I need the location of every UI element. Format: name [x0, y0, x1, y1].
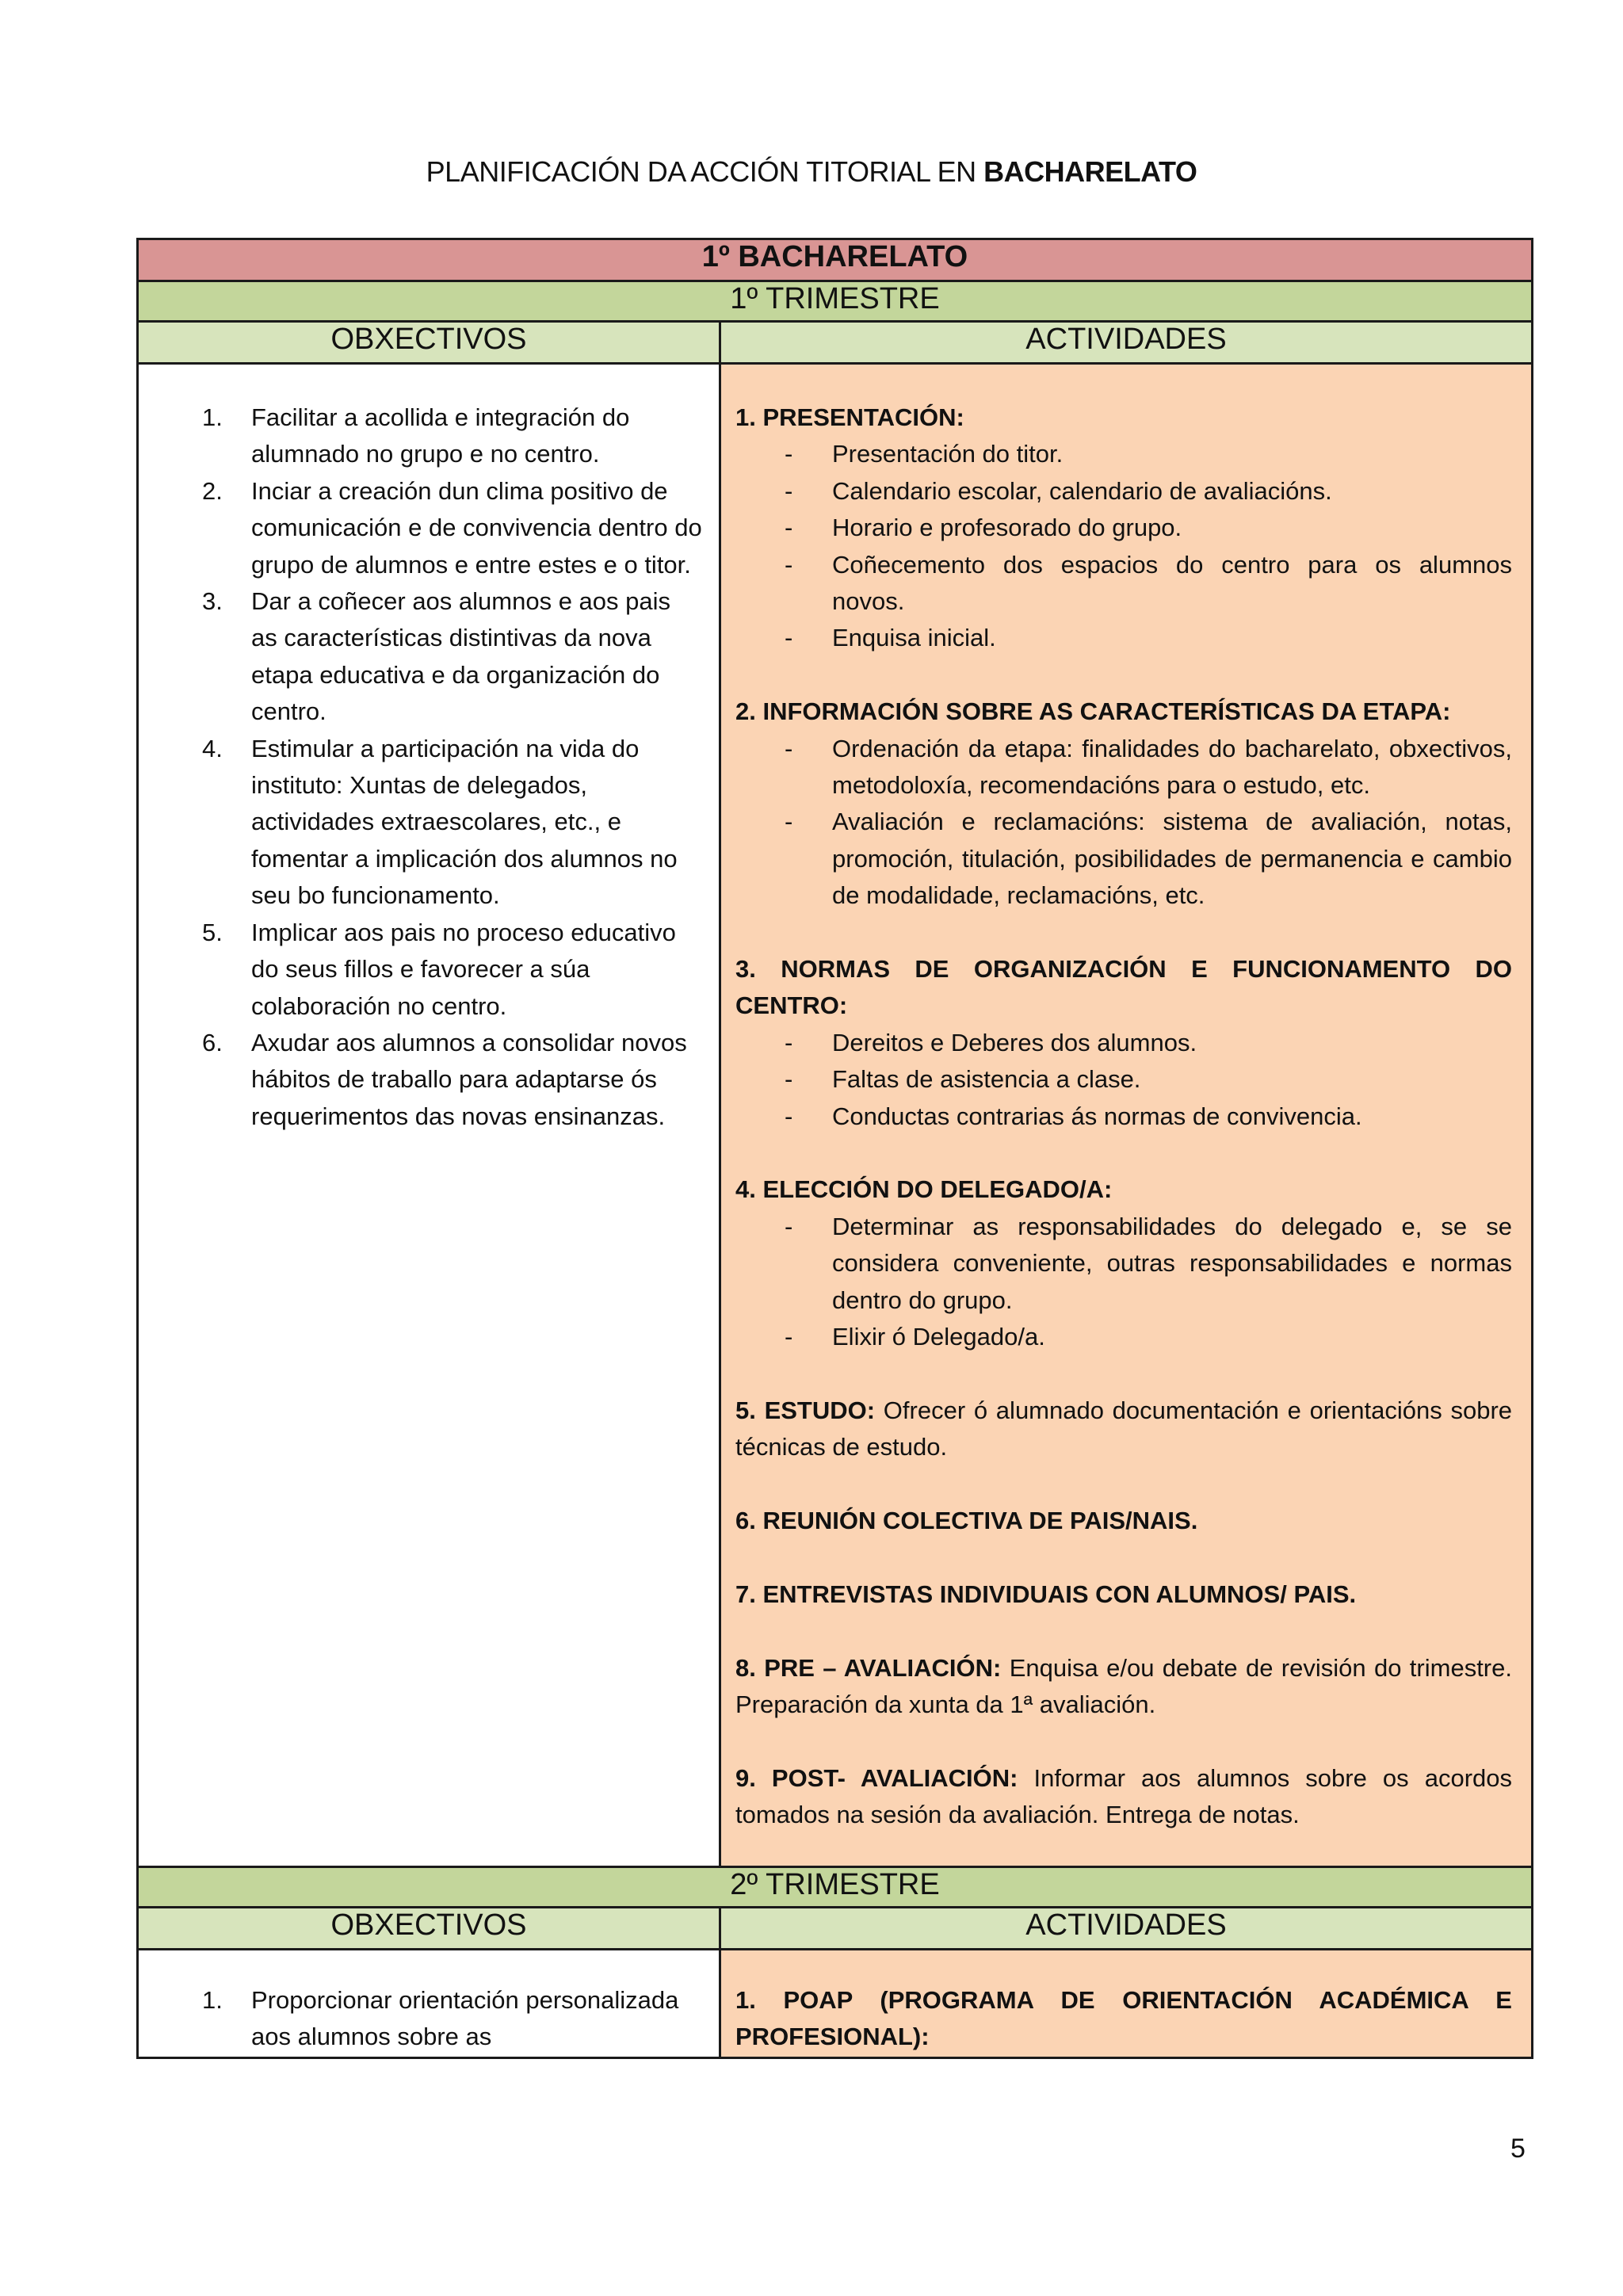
- activity-title: 5. ESTUDO:: [735, 1396, 876, 1424]
- objective-number: 6.: [202, 1028, 223, 1056]
- objective-text: Dar a coñecer aos alumnos e aos pais as características distintivas da nova etapa educativa e da organización do centro.: [251, 587, 671, 726]
- activity-item-text: Avaliación e reclamacións: sistema de avaliación, notas, promoción, titulación, posibilidades de permanencia e cambio de modalidade, reclamacións, etc.: [832, 808, 1512, 910]
- objective-text: Implicar aos pais no proceso educativo do seus fillos e favorecer a súa colaboración no centro.: [251, 918, 676, 1020]
- activity-title: 8. PRE – AVALIACIÓN:: [735, 1653, 1002, 1682]
- activity-title: 1. PRESENTACIÓN:: [735, 403, 964, 431]
- activity-items: [735, 1209, 1512, 1356]
- activity-description: Ofrecer ó alumnado documentación e orientacións sobre técnicas de estudo.: [735, 1396, 1513, 1461]
- activity-block: [735, 1650, 1512, 1724]
- dash-bullet: -: [785, 550, 793, 579]
- dash-bullet: -: [785, 624, 793, 652]
- dash-bullet: -: [785, 808, 793, 836]
- title-prefix: PLANIFICACIÓN DA ACCIÓN TITORIAL EN: [426, 155, 984, 188]
- activities-cell-2: [720, 1949, 1533, 2057]
- activity-heading: [735, 1982, 1512, 2056]
- activity-item: [735, 1025, 1512, 1061]
- activity-item-text: Determinar as responsabilidades do delegado e, se se considera conveniente, outras responsabilidades e normas dentro do grupo.: [832, 1212, 1512, 1314]
- objective-number: 1.: [202, 403, 223, 431]
- objective-text: Axudar aos alumnos a consolidar novos hábitos de traballo para adaptarse ós requerimentos das novas ensinanzas.: [251, 1028, 687, 1130]
- activity-block: [735, 1760, 1512, 1834]
- activity-item-text: Enquisa inicial.: [832, 624, 996, 652]
- objective-item: [139, 731, 703, 915]
- activity-heading: [735, 1392, 1512, 1466]
- activity-item: [735, 620, 1512, 656]
- objective-number: 3.: [202, 587, 223, 616]
- activity-item: [735, 1061, 1512, 1098]
- page-number: 5: [1510, 2134, 1526, 2164]
- activity-block: [735, 1982, 1512, 2056]
- activity-block: [735, 1171, 1512, 1355]
- objective-number: 1.: [202, 1985, 223, 2014]
- trimester-2-header: 2º TRIMESTRE: [138, 1866, 1533, 1907]
- title-bold: BACHARELATO: [983, 155, 1197, 188]
- year-header: 1º BACHARELATO: [138, 239, 1533, 281]
- activity-description: Informar aos alumnos sobre os acordos tomados na sesión da avaliación. Entrega de notas.: [735, 1763, 1512, 1829]
- activity-item: [735, 804, 1512, 914]
- objective-text: Facilitar a acollida e integración do alumnado no grupo e no centro.: [251, 403, 630, 468]
- activity-item-text: Presentación do titor.: [832, 440, 1064, 468]
- document-title: [0, 155, 1623, 189]
- activities-cell: [720, 364, 1533, 1867]
- objectives-cell-2: [138, 1949, 720, 2057]
- dash-bullet: -: [785, 1102, 793, 1130]
- objective-text: Inciar a creación dun clima positivo de comunicación e de convivencia dentro do grupo de alumnos e entre estes e o titor.: [251, 476, 702, 579]
- activity-item: [735, 1319, 1512, 1355]
- activities-header: ACTIVIDADES: [720, 322, 1533, 364]
- activity-item: [735, 510, 1512, 546]
- activity-title: 3. NORMAS DE ORGANIZACIÓN E FUNCIONAMENTO DO CENTRO:: [735, 955, 1512, 1020]
- dash-bullet: -: [785, 440, 793, 468]
- activity-block: [735, 951, 1512, 1135]
- dash-bullet: -: [785, 734, 793, 762]
- trimester-1-header: 1º TRIMESTRE: [138, 281, 1533, 322]
- activity-items: [735, 1025, 1512, 1135]
- objective-item: [139, 915, 703, 1025]
- dash-bullet: -: [785, 1065, 793, 1094]
- activity-heading: [735, 399, 1512, 436]
- activity-item-text: Coñecemento dos espacios do centro para os alumnos novos.: [832, 550, 1512, 616]
- activity-item-text: Conductas contrarias ás normas de convivencia.: [832, 1102, 1362, 1130]
- activity-title: 4. ELECCIÓN DO DELEGADO/A:: [735, 1175, 1113, 1204]
- activity-item-text: Dereitos e Deberes dos alumnos.: [832, 1028, 1197, 1056]
- activity-item: [735, 1209, 1512, 1319]
- activity-heading: [735, 693, 1512, 730]
- dash-bullet: -: [785, 1323, 793, 1351]
- objectives-header: OBXECTIVOS: [138, 322, 720, 364]
- activity-heading: [735, 1576, 1512, 1613]
- objectives-list-2: [139, 1950, 719, 2056]
- activity-description: Enquisa e/ou debate de revisión do trimestre. Preparación da xunta da 1ª avaliación.: [735, 1653, 1512, 1719]
- dash-bullet: -: [785, 1028, 793, 1056]
- objectives-cell: [138, 364, 720, 1867]
- activity-item-text: Faltas de asistencia a clase.: [832, 1065, 1141, 1094]
- activity-item: [735, 1098, 1512, 1135]
- activity-block: [735, 693, 1512, 914]
- activity-block: [735, 1503, 1512, 1539]
- activity-item-text: Elixir ó Delegado/a.: [832, 1323, 1045, 1351]
- activity-heading: [735, 1503, 1512, 1539]
- activity-block: [735, 1392, 1512, 1466]
- activity-item: [735, 547, 1512, 621]
- activity-items: [735, 436, 1512, 656]
- activity-items: [735, 731, 1512, 915]
- activity-title: 6. REUNIÓN COLECTIVA DE PAIS/NAIS.: [735, 1507, 1198, 1535]
- activity-heading: [735, 1760, 1512, 1834]
- activity-item: [735, 473, 1512, 510]
- objective-item: [139, 583, 703, 731]
- activities-list-2: [721, 1950, 1531, 2056]
- activity-block: [735, 1576, 1512, 1613]
- activity-item-text: Calendario escolar, calendario de avaliacións.: [832, 476, 1332, 505]
- activity-heading: [735, 1171, 1512, 1208]
- activity-title: 9. POST- AVALIACIÓN:: [735, 1763, 1018, 1792]
- activity-item-text: Ordenación da etapa: finalidades do bacharelato, obxectivos, metodoloxía, recomendacións para o estudo, etc.: [832, 734, 1512, 800]
- activity-block: [735, 399, 1512, 657]
- activity-item: [735, 436, 1512, 472]
- activity-title: 7. ENTREVISTAS INDIVIDUAIS CON ALUMNOS/ PAIS.: [735, 1580, 1357, 1608]
- activity-title: 1. POAP (PROGRAMA DE ORIENTACIÓN ACADÉMICA E PROFESIONAL):: [735, 1985, 1512, 2051]
- activities-list: [721, 365, 1531, 1866]
- dash-bullet: -: [785, 514, 793, 542]
- objective-number: 2.: [202, 476, 223, 505]
- objective-number: 4.: [202, 734, 223, 762]
- objective-item: [139, 1982, 703, 2056]
- activity-heading: [735, 951, 1512, 1025]
- dash-bullet: -: [785, 476, 793, 505]
- dash-bullet: -: [785, 1212, 793, 1240]
- objective-item: [139, 399, 703, 473]
- objective-text: Proporcionar orientación personalizada aos alumnos sobre as: [251, 1985, 679, 2051]
- activity-title: 2. INFORMACIÓN SOBRE AS CARACTERÍSTICAS DA ETAPA:: [735, 697, 1451, 726]
- objectives-header-2: OBXECTIVOS: [138, 1907, 720, 1949]
- objective-number: 5.: [202, 918, 223, 946]
- objective-item: [139, 473, 703, 583]
- planning-table: [136, 238, 1533, 2059]
- activity-heading: [735, 1650, 1512, 1724]
- objective-text: Estimular a participación na vida do instituto: Xuntas de delegados, actividades extraescolares, etc., e fomentar a implicación dos alumnos no seu bo funcionamento.: [251, 734, 678, 910]
- objectives-list: [139, 365, 719, 1135]
- activity-item: [735, 731, 1512, 804]
- activity-item-text: Horario e profesorado do grupo.: [832, 514, 1182, 542]
- activities-header-2: ACTIVIDADES: [720, 1907, 1533, 1949]
- objective-item: [139, 1025, 703, 1135]
